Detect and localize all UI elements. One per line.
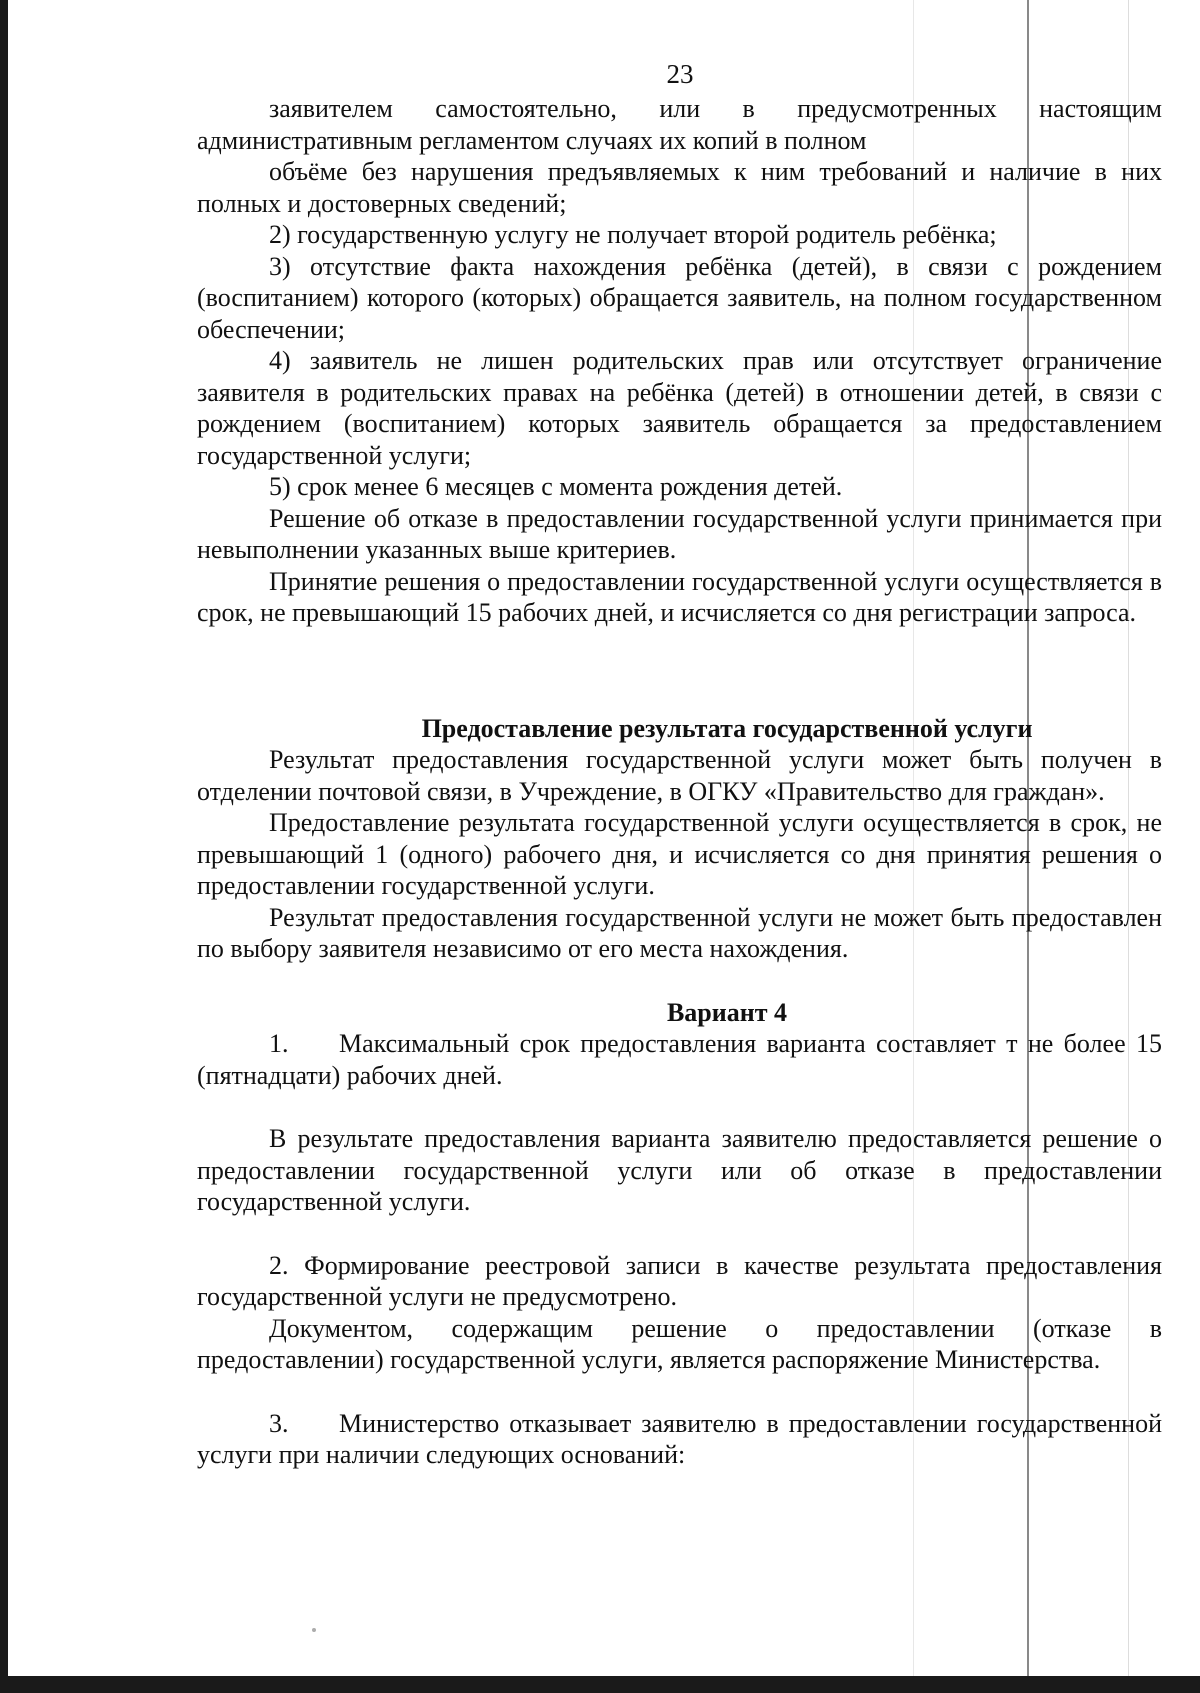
item-text: Министерство отказывает заявителю в предоставлении государственной услуги при наличии следующих оснований: (197, 1408, 1162, 1469)
scan-speck (312, 1628, 316, 1632)
paragraph: Результат предоставления государственной услуги не может быть предоставлен по выбору заявителя независимо от его места нахождения. (197, 902, 1162, 963)
item-number: 3. (269, 1408, 289, 1438)
spacer (197, 965, 1162, 997)
section-heading: Вариант 4 (666, 997, 788, 1027)
paragraph: Принятие решения о предоставлении государственной услуги осуществляется в срок, не превышающий 15 рабочих дней, и исчисляется со дня регистрации запроса. (197, 566, 1162, 627)
paragraph: Документом, содержащим решение о предоставлении (отказе в предоставлении) государственной услуги, является распоряжение Министерства. (197, 1313, 1162, 1374)
list-item: 4) заявитель не лишен родительских прав или отсутствует ограничение заявителя в родительских правах на ребёнка (детей) в отношении детей, в связи с рождением (воспитанием) которых заявитель обращается за предоставлением государственной услуги; (197, 346, 1162, 470)
paragraph: объёме без нарушения предъявляемых к ним требований и наличие в них полных и достоверных сведений; (197, 157, 1162, 218)
list-item: 5) срок менее 6 месяцев с момента рождения детей. (269, 472, 843, 501)
section-heading: Предоставление результата государственной услуги (421, 713, 1033, 743)
numbered-item: 2. Формирование реестровой записи в качестве результата предоставления государственной услуги не предусмотрено. (197, 1250, 1162, 1311)
numbered-item (197, 1028, 1162, 1091)
scan-edge-left (0, 0, 8, 1693)
paragraph: Результат предоставления государственной услуги может быть получен в отделении почтовой связи, в Учреждение, в ОГКУ «Правительство для граждан». (197, 745, 1162, 806)
paragraph: заявителем самостоятельно, или в предусмотренных настоящим административным регламентом случаях их копий в полном (197, 94, 1162, 155)
list-item: 2) государственную услугу не получает второй родитель ребёнка; (269, 220, 997, 249)
list-item: 3) отсутствие факта нахождения ребёнка (детей), в связи с рождением (воспитанием) которого (которых) обращается заявитель, на полном государственном обеспечении; (197, 251, 1162, 344)
numbered-item (197, 1408, 1162, 1471)
spacer (197, 1376, 1162, 1408)
item-number: 1. (269, 1029, 289, 1058)
page-number: 23 (666, 59, 694, 89)
spacer (197, 629, 1162, 713)
document-body (197, 93, 1162, 1471)
scan-edge-bottom (0, 1676, 1200, 1693)
paragraph: Предоставление результата государственной услуги осуществляется в срок, не превышающий 1 (одного) рабочего дня, и исчисляется со дня принятия решения о предоставлении государственной услуги. (197, 808, 1162, 900)
spacer (197, 1091, 1162, 1123)
paragraph: Решение об отказе в предоставлении государственной услуги принимается при невыполнении указанных выше критериев. (197, 503, 1162, 564)
paragraph: В результате предоставления варианта заявителю предоставляется решение о предоставлении государственной услуги или об отказе в предоставлении государственной услуги. (197, 1124, 1162, 1216)
item-text: Максимальный срок предоставления варианта составляет т не более 15 (пятнадцати) рабочих дней. (197, 1029, 1162, 1090)
spacer (197, 1218, 1162, 1250)
